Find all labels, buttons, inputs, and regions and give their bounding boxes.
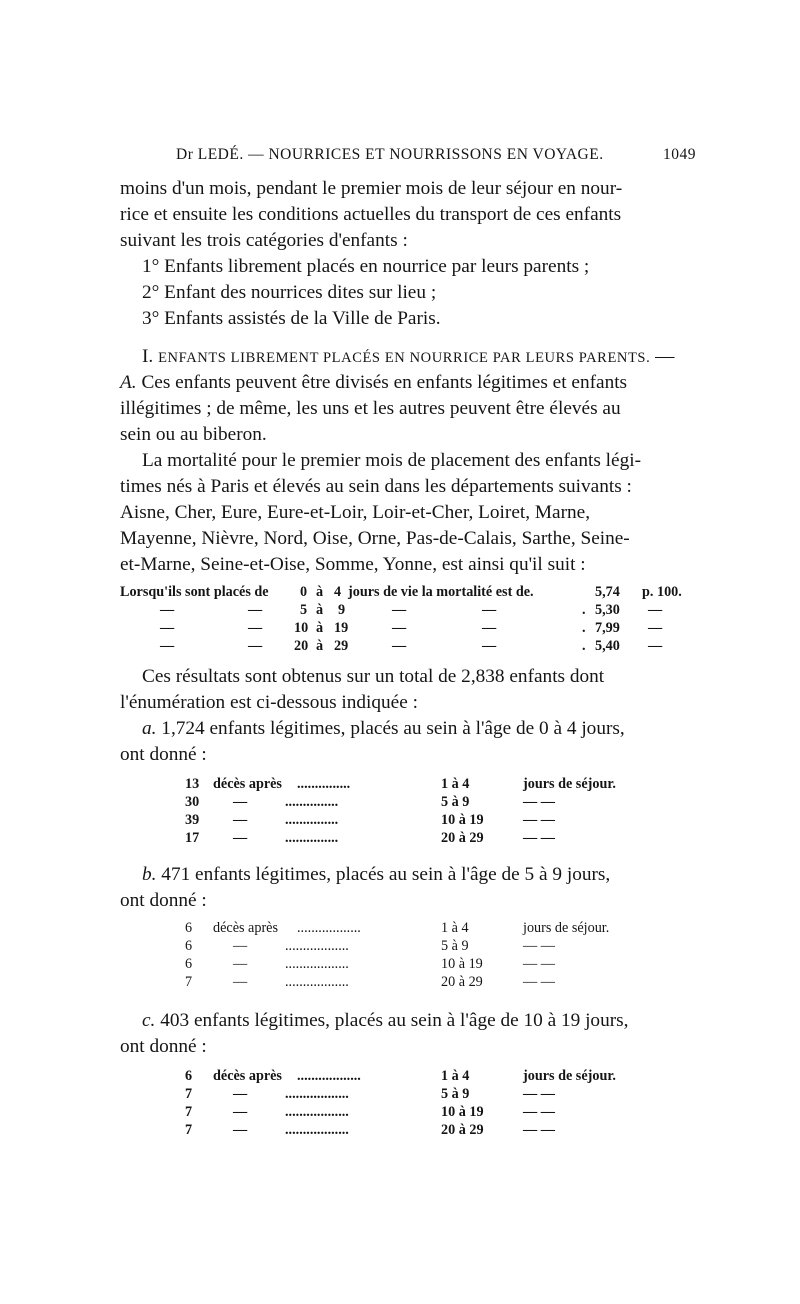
ditto: —: [160, 620, 175, 636]
ditto: —: [648, 620, 663, 636]
range-to: 29: [334, 638, 349, 654]
ditto: —: [160, 638, 175, 654]
text-line: times nés à Paris et élevés au sein dans les départements suivants :: [120, 476, 632, 497]
list-item: 3° Enfants assistés de la Ville de Paris.: [142, 308, 441, 329]
text-line: ont donné :: [120, 890, 207, 911]
ditto: —: [482, 620, 497, 636]
page-number: 1049: [663, 146, 696, 163]
dot: .: [582, 638, 586, 654]
ditto: —: [648, 638, 663, 654]
tail-text: — —: [523, 794, 555, 810]
tail-text: jours de vie la mortalité est de.: [348, 584, 534, 600]
text-line: illégitimes ; de même, les uns et les autres peuvent être élevés au: [120, 398, 621, 419]
count: 7: [185, 1122, 193, 1138]
label: —: [233, 812, 248, 828]
group-line: 1,724 enfants légitimes, placés au sein à l'âge de 0 à 4 jours,: [161, 718, 625, 739]
tail-text: — —: [523, 938, 555, 954]
running-header: [176, 146, 696, 170]
day-range: 5 à 9: [441, 938, 469, 954]
day-range: 10 à 19: [441, 1104, 484, 1120]
range-from: 5: [300, 602, 308, 618]
group-line: 471 enfants légitimes, placés au sein à l'âge de 5 à 9 jours,: [161, 864, 611, 885]
range-sep: à: [316, 620, 324, 636]
day-range: 20 à 29: [441, 1122, 484, 1138]
group-line: 403 enfants légitimes, placés au sein à l'âge de 10 à 19 jours,: [160, 1010, 629, 1031]
text-line: Ces résultats sont obtenus sur un total de 2,838 enfants dont: [142, 666, 605, 687]
count: 17: [185, 830, 200, 846]
text-line: suivant les trois catégories d'enfants :: [120, 230, 408, 251]
count: 6: [185, 920, 193, 936]
label: —: [233, 1104, 248, 1120]
ditto: —: [160, 602, 175, 618]
ditto: —: [248, 620, 263, 636]
count: 30: [185, 794, 200, 810]
section-letter: A.: [120, 372, 137, 393]
label: —: [233, 1086, 248, 1102]
day-range: 20 à 29: [441, 974, 483, 990]
tail-text: — —: [523, 1122, 555, 1138]
rate: 7,99: [595, 620, 620, 636]
section-line: Ces enfants peuvent être divisés en enfants légitimes et enfants: [141, 372, 628, 393]
leader-dots: ...............: [285, 794, 339, 810]
count: 39: [185, 812, 200, 828]
range-to: 19: [334, 620, 349, 636]
count: 6: [185, 938, 193, 954]
rate: 5,30: [595, 602, 620, 618]
range-sep: à: [316, 638, 324, 654]
text-line: [142, 862, 610, 888]
day-range: 10 à 19: [441, 956, 483, 972]
unit: p. 100.: [642, 584, 682, 600]
text-line: sein ou au biberon.: [120, 424, 267, 445]
label: —: [233, 956, 248, 972]
range-from: 20: [294, 638, 309, 654]
text-line: Mayenne, Nièvre, Nord, Oise, Orne, Pas-de-Calais, Sarthe, Seine-: [120, 528, 630, 549]
tail-text: jours de séjour.: [523, 920, 610, 936]
range-to: 9: [338, 602, 346, 618]
tail-text: — —: [523, 1104, 555, 1120]
section-heading: [142, 344, 674, 371]
group-letter: a.: [142, 718, 157, 739]
dot: .: [582, 620, 586, 636]
leader-dots: ..................: [285, 956, 349, 972]
ditto: —: [648, 602, 663, 618]
leader-dots: ...............: [297, 776, 351, 792]
leader-dots: ..................: [297, 1068, 361, 1084]
label: décès après: [213, 920, 278, 936]
section-dash: —: [655, 346, 675, 367]
tail-text: — —: [523, 830, 555, 846]
ditto: —: [248, 638, 263, 654]
tail-text: — —: [523, 956, 555, 972]
ditto: —: [482, 602, 497, 618]
day-range: 10 à 19: [441, 812, 484, 828]
range-from: 10: [294, 620, 309, 636]
leader-dots: ...............: [285, 830, 339, 846]
running-title: Dr LEDÉ. — NOURRICES ET NOURRISSONS EN VOYAGE.: [176, 146, 604, 163]
day-range: 1 à 4: [441, 920, 469, 936]
leader-dots: ..................: [285, 1086, 349, 1102]
text-line: et-Marne, Seine-et-Oise, Somme, Yonne, est ainsi qu'il suit :: [120, 554, 586, 575]
count: 7: [185, 1104, 193, 1120]
count: 6: [185, 1068, 193, 1084]
tail-text: jours de séjour.: [523, 1068, 616, 1084]
text-line: La mortalité pour le premier mois de placement des enfants légi-: [142, 450, 641, 471]
day-range: 1 à 4: [441, 776, 470, 792]
rate: 5,40: [595, 638, 620, 654]
text-line: [142, 716, 625, 742]
range-from: 0: [300, 584, 308, 600]
leader-dots: ..................: [285, 938, 349, 954]
ditto: —: [392, 620, 407, 636]
lead-text: Lorsqu'ils sont placés de: [120, 584, 269, 600]
day-range: 5 à 9: [441, 794, 470, 810]
label: décès après: [213, 1068, 282, 1084]
text-line: [142, 1008, 628, 1034]
count: 13: [185, 776, 200, 792]
leader-dots: ..................: [285, 1104, 349, 1120]
count: 6: [185, 956, 193, 972]
dot: .: [582, 602, 586, 618]
day-range: 20 à 29: [441, 830, 484, 846]
day-range: 5 à 9: [441, 1086, 470, 1102]
section-title: ENFANTS LIBREMENT PLACÉS EN NOURRICE PAR LEURS PARENTS.: [158, 350, 651, 366]
text-line: ont donné :: [120, 1036, 207, 1057]
text-line: Aisne, Cher, Eure, Eure-et-Loir, Loir-et-Cher, Loiret, Marne,: [120, 502, 591, 523]
text-line: ont donné :: [120, 744, 207, 765]
ditto: —: [392, 638, 407, 654]
list-item: 2° Enfant des nourrices dites sur lieu ;: [142, 282, 437, 303]
count: 7: [185, 974, 193, 990]
tail-text: — —: [523, 1086, 555, 1102]
label: —: [233, 794, 248, 810]
section-number: I.: [142, 346, 154, 367]
label: —: [233, 974, 248, 990]
rate: 5,74: [595, 584, 620, 600]
ditto: —: [392, 602, 407, 618]
ditto: —: [482, 638, 497, 654]
text-line: [120, 370, 627, 396]
text-line: rice et ensuite les conditions actuelles du transport de ces enfants: [120, 204, 622, 225]
range-sep: à: [316, 584, 324, 600]
ditto: —: [248, 602, 263, 618]
day-range: 1 à 4: [441, 1068, 470, 1084]
tail-text: jours de séjour.: [523, 776, 616, 792]
label: —: [233, 938, 248, 954]
list-item: 1° Enfants librement placés en nourrice par leurs parents ;: [142, 256, 590, 277]
tail-text: — —: [523, 974, 555, 990]
text-line: l'énumération est ci-dessous indiquée :: [120, 692, 418, 713]
count: 7: [185, 1086, 193, 1102]
leader-dots: ...............: [285, 812, 339, 828]
leader-dots: ..................: [285, 1122, 349, 1138]
tail-text: — —: [523, 812, 555, 828]
label: décès après: [213, 776, 282, 792]
range-to: 4: [334, 584, 342, 600]
group-letter: c.: [142, 1010, 156, 1031]
leader-dots: ..................: [297, 920, 361, 936]
label: —: [233, 830, 248, 846]
leader-dots: ..................: [285, 974, 349, 990]
range-sep: à: [316, 602, 324, 618]
group-letter: b.: [142, 864, 157, 885]
label: —: [233, 1122, 248, 1138]
text-line: moins d'un mois, pendant le premier mois de leur séjour en nour-: [120, 178, 623, 199]
